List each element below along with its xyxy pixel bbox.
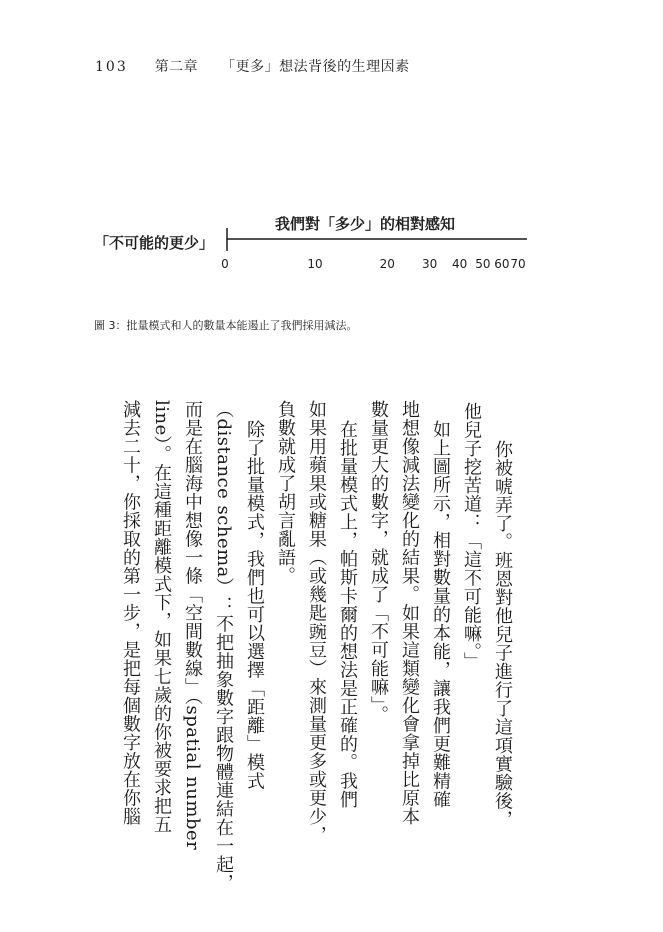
- tick-label: 70: [510, 257, 526, 271]
- body-column: 數量更大的數字，就成了「不可能嘛」。: [368, 400, 389, 724]
- body-column: 而是在腦海中想像一條「空間數線」（spatial number: [182, 400, 203, 851]
- tick-label: 20: [379, 257, 395, 271]
- tick-label: 10: [307, 257, 323, 271]
- figure-left-label: 「不可能的更少」: [94, 234, 215, 252]
- body-column: line）。在這種距離模式下，如果七歲的你被要求把五: [151, 400, 172, 834]
- body-column: 他兒子挖苦道：「這不可能嘛。」: [461, 402, 482, 671]
- body-column: 減去二十，你採取的第一步，是把每個數字放在你腦: [120, 400, 141, 826]
- body-column: 除了批量模式，我們也可以選擇「距離」模式: [244, 420, 265, 790]
- tick-label: 40: [451, 257, 468, 271]
- tick-label: 50: [475, 257, 491, 271]
- body-column: 如上圖所示，相對數量的本能，讓我們更難精確: [430, 420, 451, 809]
- figure-title: 我們對「多少」的相對感知: [275, 215, 456, 233]
- body-column: 地想像減法變化的結果。如果這類變化會拿掉比原本: [399, 400, 420, 826]
- body-column: （distance schema）：不把抽象數字跟物體連結在一起，: [213, 400, 234, 893]
- number-line-axis: [0, 0, 663, 300]
- body-column: 負數就成了胡言亂語。: [275, 400, 296, 585]
- page-number: 103: [95, 59, 128, 75]
- tick-label: 60: [494, 257, 510, 271]
- tick-label: 30: [421, 257, 438, 271]
- tick-label: 0: [221, 257, 229, 271]
- body-text: [84, 400, 518, 893]
- body-column: 如果用蘋果或糖果（或幾匙豌豆）來測量更多或更少，: [306, 400, 327, 844]
- chapter-title: 「更多」想法背後的生理因素: [221, 59, 410, 75]
- body-column: 在批量模式上，帕斯卡爾的想法是正確的。我們: [337, 420, 358, 809]
- figure-number-line: [0, 0, 663, 332]
- figure-caption: 圖 3：批量模式和人的數量本能遏止了我們採用減法。: [94, 319, 358, 332]
- chapter-label: 第二章: [154, 59, 199, 75]
- body-column: 你被唬弄了。班恩對他兒子進行了這項實驗後，: [492, 440, 513, 829]
